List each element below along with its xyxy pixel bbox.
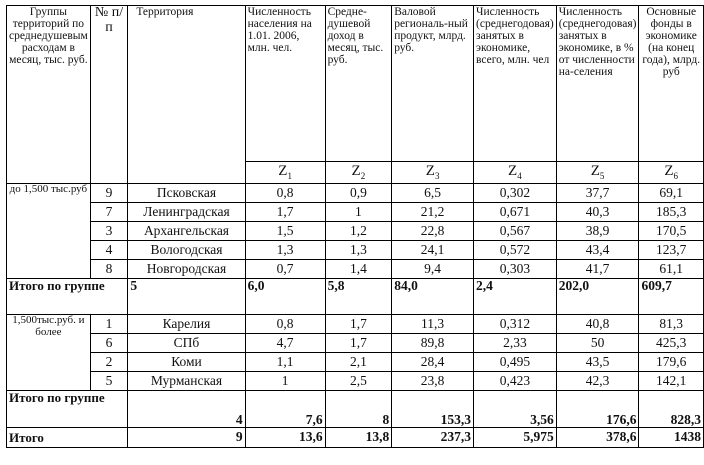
- grand-total-z1: 13,6: [245, 428, 325, 448]
- z6-value: 185,3: [639, 203, 704, 222]
- z1-value: 0,8: [245, 184, 325, 203]
- z2-value: 1,3: [325, 241, 392, 260]
- row-num: 8: [90, 260, 128, 279]
- z4-value: 0,423: [474, 372, 557, 391]
- z1-value: 1: [245, 372, 325, 391]
- row-num: 4: [90, 241, 128, 260]
- territory-name: Вологодская: [128, 241, 245, 260]
- territory-name: Новгородская: [128, 260, 245, 279]
- z2-value: 1,2: [325, 222, 392, 241]
- grand-total-count: 9: [128, 428, 245, 448]
- z4-value: 0,671: [474, 203, 557, 222]
- z3-value: 24,1: [392, 241, 474, 260]
- z5-value: 40,3: [556, 203, 639, 222]
- row-num: 1: [90, 315, 128, 334]
- row-num: 3: [90, 222, 128, 241]
- z5-value: 50: [556, 334, 639, 353]
- header-row: [7, 6, 704, 162]
- z2-value: 1,7: [325, 315, 392, 334]
- grand-total-z3: 237,3: [392, 428, 474, 448]
- total-z1: 7,6: [245, 391, 325, 428]
- group-total-row: [7, 279, 704, 315]
- z2-value: 1,4: [325, 260, 392, 279]
- header-income: Средне-душевой доход в месяц, тыс. руб.: [325, 6, 392, 162]
- z4-value: 0,302: [474, 184, 557, 203]
- z2-value: 1: [325, 203, 392, 222]
- territory-name: Карелия: [128, 315, 245, 334]
- z3-value: 22,8: [392, 222, 474, 241]
- grand-total-label: Итого: [7, 428, 128, 448]
- territory-name: Ленинградская: [128, 203, 245, 222]
- total-z3: 153,3: [392, 391, 474, 428]
- z-label: $Z_1$: [245, 162, 325, 184]
- z-label: $Z_4$: [474, 162, 557, 184]
- territory-name: Псковская: [128, 184, 245, 203]
- z-label: $Z_6$: [639, 162, 704, 184]
- z-label: $Z_2$: [325, 162, 392, 184]
- z4-value: 0,572: [474, 241, 557, 260]
- z6-value: 425,3: [639, 334, 704, 353]
- total-z5: 202,0: [556, 279, 639, 315]
- z4-value: 2,33: [474, 334, 557, 353]
- z5-value: 43,5: [556, 353, 639, 372]
- territory-name: Архангельская: [128, 222, 245, 241]
- header-employed-pct: Численность (среднегодовая) занятых в экономике, в % от численности на-селения: [556, 6, 639, 162]
- z5-value: 37,7: [556, 184, 639, 203]
- group-label: до 1,500 тыс.руб: [7, 184, 91, 279]
- z6-value: 81,3: [639, 315, 704, 334]
- z5-value: 42,3: [556, 372, 639, 391]
- z-label: $Z_3$: [392, 162, 474, 184]
- total-z6: 828,3: [639, 391, 704, 428]
- grand-total-z5: 378,6: [556, 428, 639, 448]
- row-num: 6: [90, 334, 128, 353]
- table-row: [7, 203, 704, 222]
- grand-total-z2: 13,8: [325, 428, 392, 448]
- z2-value: 2,1: [325, 353, 392, 372]
- z3-value: 11,3: [392, 315, 474, 334]
- z-label: $Z_5$: [556, 162, 639, 184]
- z1-value: 1,7: [245, 203, 325, 222]
- z1-value: 1,1: [245, 353, 325, 372]
- z2-value: 2,5: [325, 372, 392, 391]
- header-territory: Территория: [128, 6, 245, 184]
- z1-value: 0,7: [245, 260, 325, 279]
- total-z6: 609,7: [639, 279, 704, 315]
- row-num: 7: [90, 203, 128, 222]
- z5-value: 41,7: [556, 260, 639, 279]
- total-z4: 3,56: [474, 391, 557, 428]
- z3-value: 9,4: [392, 260, 474, 279]
- total-z5: 176,6: [556, 391, 639, 428]
- z4-value: 0,303: [474, 260, 557, 279]
- table-row: [7, 241, 704, 260]
- statistics-table: [6, 5, 704, 448]
- group-total-count: 5: [128, 279, 245, 315]
- z5-value: 40,8: [556, 315, 639, 334]
- z3-value: 21,2: [392, 203, 474, 222]
- group-total-count: 4: [128, 391, 245, 428]
- z3-value: 89,8: [392, 334, 474, 353]
- grand-total-z6: 1438: [639, 428, 704, 448]
- table-row: [7, 222, 704, 241]
- header-grp: Валовой региональ-ный продукт, млрд. руб.: [392, 6, 474, 162]
- group-total-row: [7, 391, 704, 428]
- z2-value: 0,9: [325, 184, 392, 203]
- z3-value: 23,8: [392, 372, 474, 391]
- header-population: Численность населения на 1.01. 2006, млн. чел.: [245, 6, 325, 162]
- territory-name: СПб: [128, 334, 245, 353]
- total-z3: 84,0: [392, 279, 474, 315]
- z3-value: 6,5: [392, 184, 474, 203]
- header-num: № п/п: [90, 6, 128, 184]
- z2-value: 1,7: [325, 334, 392, 353]
- z6-value: 69,1: [639, 184, 704, 203]
- z4-value: 0,495: [474, 353, 557, 372]
- table-row: [7, 315, 704, 334]
- z1-value: 4,7: [245, 334, 325, 353]
- z1-value: 1,3: [245, 241, 325, 260]
- grand-total-row: [7, 428, 704, 448]
- territory-name: Коми: [128, 353, 245, 372]
- z5-value: 43,4: [556, 241, 639, 260]
- group-total-label: Итого по группе: [7, 391, 128, 428]
- z4-value: 0,567: [474, 222, 557, 241]
- row-num: 9: [90, 184, 128, 203]
- header-fixed-assets: Основные фонды в экономике (на конец года), млрд. руб: [639, 6, 704, 162]
- table-row: [7, 334, 704, 353]
- table-row: [7, 353, 704, 372]
- z4-value: 0,312: [474, 315, 557, 334]
- z5-value: 38,9: [556, 222, 639, 241]
- group-label: 1,500тыс.руб. и более: [7, 315, 91, 391]
- table-row: [7, 184, 704, 203]
- header-group: Группы территорий по среднедушевым расходам в месяц, тыс. руб.: [7, 6, 91, 184]
- row-num: 2: [90, 353, 128, 372]
- z3-value: 28,4: [392, 353, 474, 372]
- total-z4: 2,4: [474, 279, 557, 315]
- total-z1: 6,0: [245, 279, 325, 315]
- z6-value: 142,1: [639, 372, 704, 391]
- header-employed: Численность (среднегодовая) занятых в экономике, всего, млн. чел: [474, 6, 557, 162]
- z6-value: 61,1: [639, 260, 704, 279]
- row-num: 5: [90, 372, 128, 391]
- z1-value: 1,5: [245, 222, 325, 241]
- territory-name: Мурманская: [128, 372, 245, 391]
- table-row: [7, 372, 704, 391]
- z6-value: 123,7: [639, 241, 704, 260]
- z1-value: 0,8: [245, 315, 325, 334]
- total-z2: 8: [325, 391, 392, 428]
- grand-total-z4: 5,975: [474, 428, 557, 448]
- total-z2: 5,8: [325, 279, 392, 315]
- group-total-label: Итого по группе: [7, 279, 128, 315]
- table-row: [7, 260, 704, 279]
- z6-value: 179,6: [639, 353, 704, 372]
- z6-value: 170,5: [639, 222, 704, 241]
